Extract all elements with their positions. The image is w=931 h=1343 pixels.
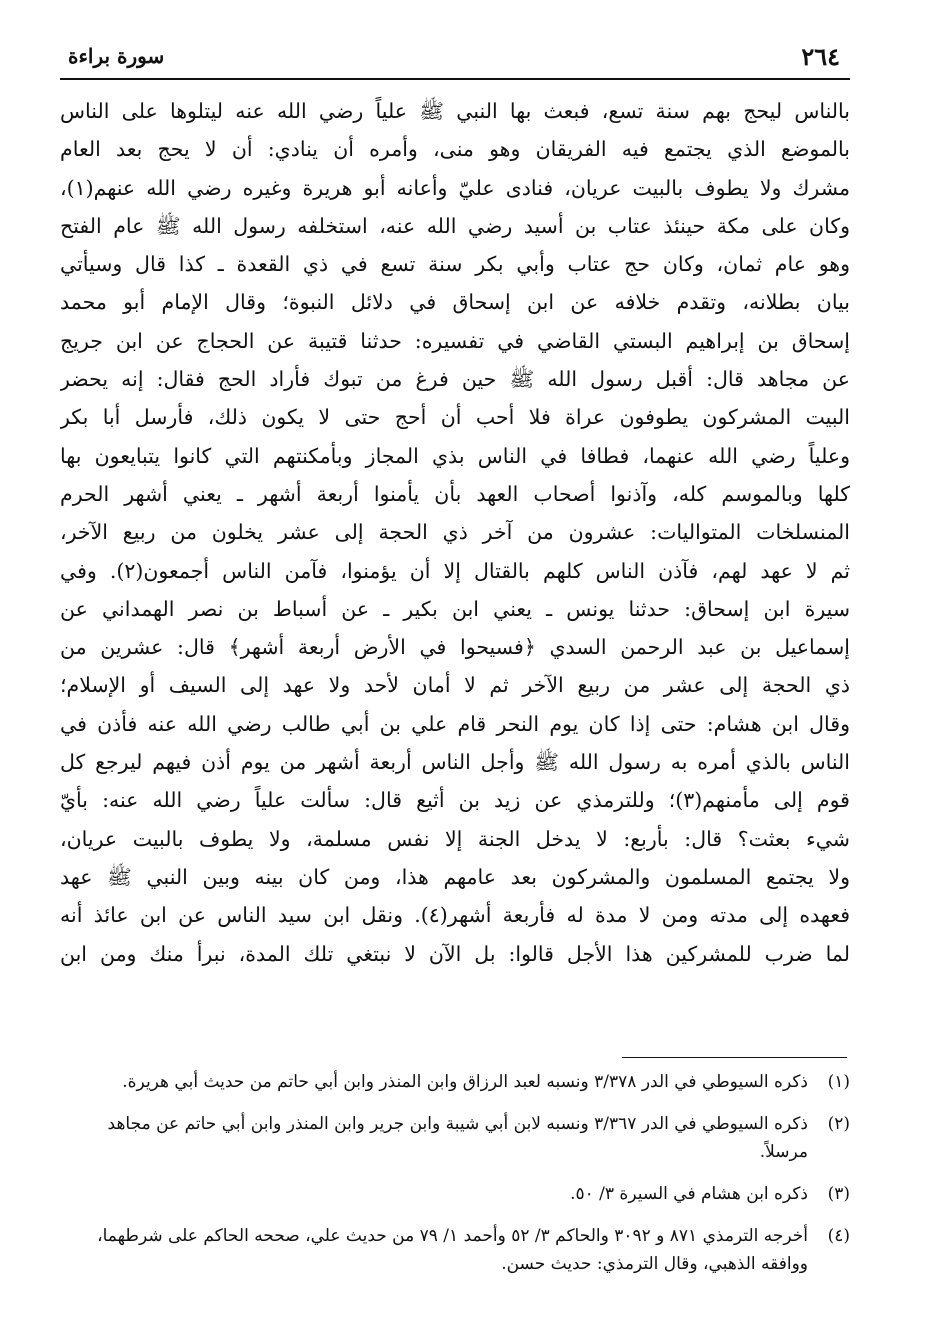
footnote xyxy=(60,1222,850,1278)
text-line: شيء بعثت؟ قال: بأربع: لا يدخل الجنة إلا نفس مسلمة، ولا يطوف بالبيت عريان، xyxy=(60,826,850,851)
main-text xyxy=(60,92,850,973)
text-line: ثم لا عهد لهم، فآذن الناس كلهم بالقتال إلا أن يؤمنوا، فآمن الناس أجمعون(٢). وفي xyxy=(60,558,850,583)
footnote-divider xyxy=(622,1057,847,1058)
text-line: بيان بطلانه، وتقدم خلافه عن ابن إسحاق في دلائل النبوة؛ وقال الإمام أبو محمد xyxy=(60,290,850,315)
footnote-text: ذكره السيوطي في الدر ٣/٣٧٨ ونسبه لعبد الرزاق وابن المنذر وابن أبي حاتم من حديث أبي هريرة. xyxy=(122,1072,808,1092)
text-line: الناس بالذي أمره به رسول الله ﷺ وأجل الناس أربعة أشهر من يوم أذن فيهم ليرجع كل xyxy=(60,750,850,775)
footnote-text: أخرجه الترمذي ٨٧١ و ٣٠٩٢ والحاكم ٣/ ٥٢ وأحمد ١/ ٧٩ من حديث علي، صححه الحاكم على شرطهما، ووافقه الذهبي، وقال الترمذي: حديث حسن. xyxy=(97,1226,808,1274)
footnote-number: (٢) xyxy=(827,1114,850,1134)
text-line: المنسلخات المتواليات: عشرون من آخر ذي الحجة إلى عشر يخلون من ربيع الآخر، xyxy=(60,520,850,545)
running-title: سورة براءة xyxy=(68,44,165,68)
text-line: لما ضرب للمشركين هذا الأجل قالوا: بل الآن لا نبتغي تلك المدة، نبرأ منك ومن ابن xyxy=(60,941,850,966)
footnote-number: (٣) xyxy=(827,1184,850,1204)
text-line: مشرك ولا يطوف بالبيت عريان، فنادى عليّ وأعانه أبو هريرة وغيره رضي الله عنهم(١)، xyxy=(60,175,850,200)
footnote-number: (١) xyxy=(827,1072,850,1092)
text-line: قوم إلى مأمنهم(٣)؛ وللترمذي عن زيد بن أثيع قال: سألت علياً رضي الله عنه: بأيّ xyxy=(60,788,850,813)
text-line: وعلياً رضي الله عنهما، فطافا في الناس بذي المجاز وبأمكنتهم التي كانوا يتبايعون بها xyxy=(60,443,850,468)
footnote xyxy=(60,1180,850,1208)
footnote xyxy=(60,1110,850,1166)
text-line: عن مجاهد قال: أقبل رسول الله ﷺ حين فرغ من تبوك فأراد الحج فقال: إنه يحضر xyxy=(60,367,850,392)
footnote xyxy=(60,1068,850,1096)
text-line: بالناس ليحج بهم سنة تسع، فبعث بها النبي ﷺ علياً رضي الله عنه ليتلوها على الناس xyxy=(60,99,850,123)
footnotes xyxy=(60,1068,850,1292)
page-number: ٢٦٤ xyxy=(801,42,840,71)
text-line: فعهده إلى مدته ومن لا مدة له فأربعة أشهر(٤). ونقل ابن سيد الناس عن ابن عائذ أنه xyxy=(60,903,850,928)
text-line: إسحاق بن إبراهيم البستي القاضي في تفسيره: حدثنا قتيبة عن الحجاج عن ابن جريج xyxy=(60,328,850,353)
header-divider xyxy=(60,78,850,80)
footnote-text: ذكره ابن هشام في السيرة ٣/ ٥٠. xyxy=(570,1184,808,1204)
footnote-text: ذكره السيوطي في الدر ٣/٣٦٧ ونسبه لابن أبي شيبة وابن جرير وابن المنذر وابن أبي حاتم عن مجاهد مرسلاً. xyxy=(107,1114,808,1162)
text-line: وكان على مكة حينئذ عتاب بن أسيد رضي الله عنه، استخلفه رسول الله ﷺ عام الفتح xyxy=(60,213,850,238)
text-line: إسماعيل بن عبد الرحمن السدي ﴿فسيحوا في الأرض أربعة أشهر﴾ قال: عشرين من xyxy=(60,635,850,660)
text-line: ولا يجتمع المسلمون والمشركون بعد عامهم هذا، ومن كان بينه وبين النبي ﷺ عهد xyxy=(60,864,850,889)
text-line: ذي الحجة إلى عشر من ربيع الآخر ثم لا أمان لأحد ولا عهد إلى السيف أو الإسلام؛ xyxy=(60,673,850,698)
text-line: بالموضع الذي يجتمع فيه الفريقان وهو منى، وأمره أن ينادي: أن لا يحج بعد العام xyxy=(60,137,850,162)
text-line: وهو عام ثمان، وكان حج عتاب وأبي بكر سنة تسع في ذي القعدة ـ كذا قال وسيأتي xyxy=(60,252,850,277)
text-line: وقال ابن هشام: حتى إذا كان يوم النحر قام علي بن أبي طالب رضي الله عنه فأذن في xyxy=(60,711,850,736)
text-line: البيت المشركون يطوفون عراة فلا أحب أن أحج حتى لا يكون ذلك، فأرسل أبا بكر xyxy=(60,405,850,430)
footnote-number: (٤) xyxy=(827,1226,850,1246)
text-line: سيرة ابن إسحاق: حدثنا يونس ـ يعني ابن بكير ـ عن أسباط بن نصر الهمداني عن xyxy=(60,596,850,621)
text-line: كلها وبالموسم كله، وآذنوا أصحاب العهد بأن يأمنوا أربعة أشهر ـ يعني أشهر الحرم xyxy=(60,481,850,506)
page-header xyxy=(60,38,850,82)
